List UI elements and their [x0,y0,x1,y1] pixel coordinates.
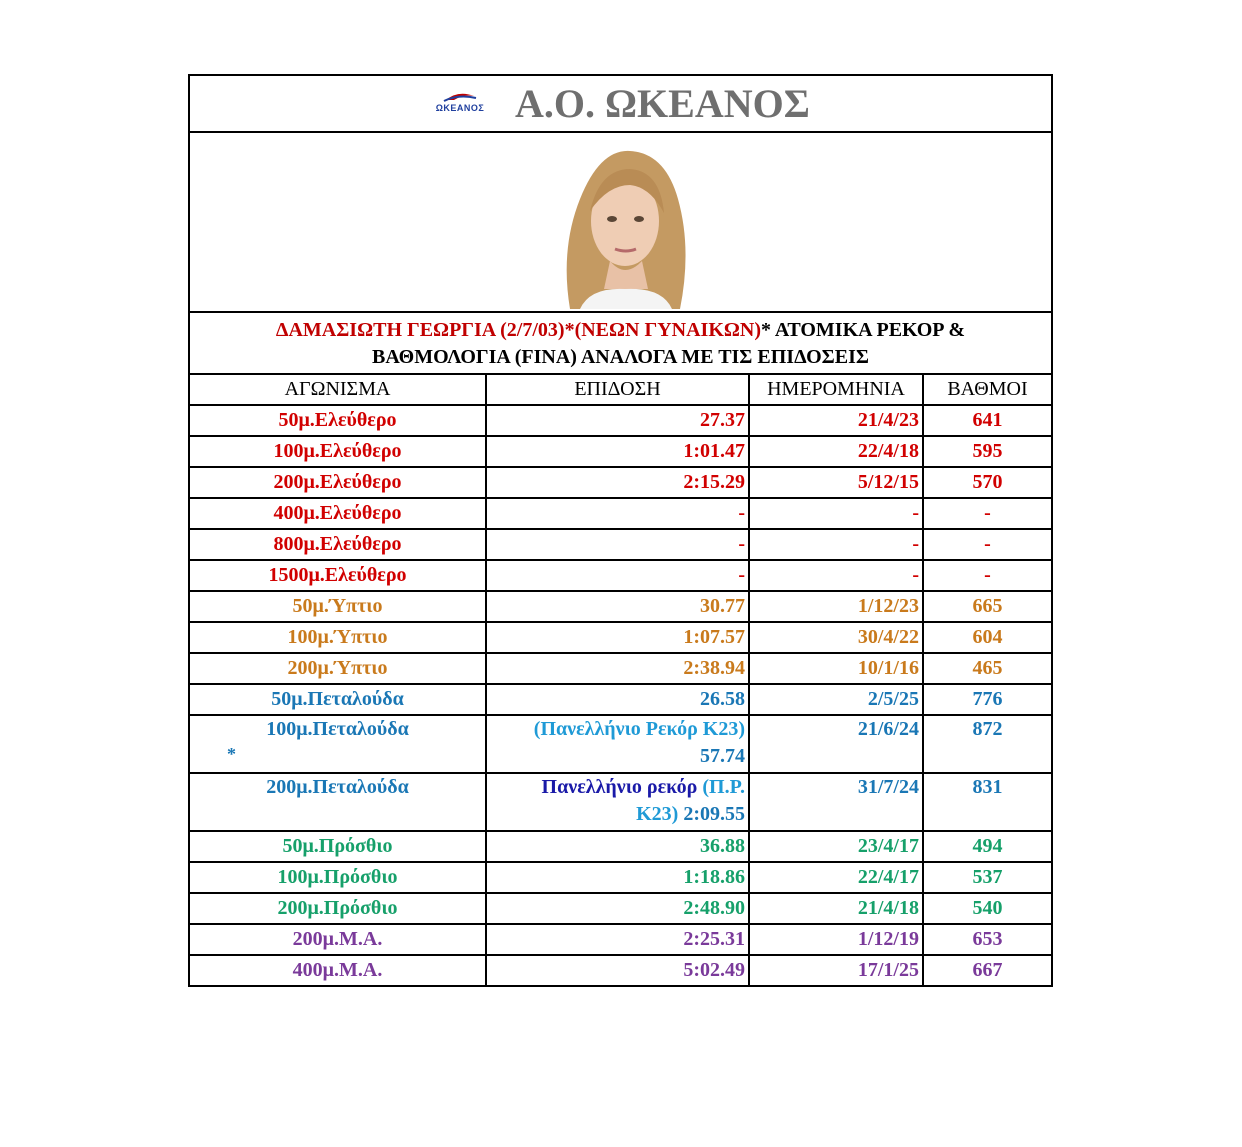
points-cell: 540 [923,893,1051,924]
table-row [190,622,1051,653]
date-cell: 31/7/24 [749,773,923,831]
event-cell: 200μ.Ύπτιο [190,653,486,684]
record-abbrev: (Π.Ρ. [702,776,745,798]
event-cell: 200μ.Πρόσθιο [190,893,486,924]
event-cell: 100μ.Ελεύθερο [190,436,486,467]
points-cell: 641 [923,405,1051,436]
table-row [190,955,1051,985]
performance-cell: 1:07.57 [486,622,749,653]
title-row [190,76,1051,133]
date-cell: - [749,560,923,591]
event-label: 100μ.Πεταλούδα [266,718,409,740]
points-cell: 604 [923,622,1051,653]
performance-cell: 2:38.94 [486,653,749,684]
points-cell: 776 [923,684,1051,715]
date-cell: - [749,498,923,529]
athlete-portrait [530,139,716,309]
event-cell: 200μ.Μ.Α. [190,924,486,955]
record-note: (Πανελλήνιο Ρεκόρ Κ23) [533,718,745,740]
event-cell: 100μ.Πρόσθιο [190,862,486,893]
performance-cell: - [486,560,749,591]
photo-row [190,133,1051,313]
table-row [190,715,1051,773]
record-note: Πανελλήνιο ρεκόρ [541,776,698,798]
performance-time: 2:09.55 [683,803,745,825]
points-cell: - [923,529,1051,560]
points-cell: 537 [923,862,1051,893]
table-row [190,591,1051,622]
points-cell: 465 [923,653,1051,684]
event-cell: 50μ.Πρόσθιο [190,831,486,862]
performance-cell: 1:18.86 [486,862,749,893]
record-category: Κ23) [636,803,679,825]
date-cell: 21/6/24 [749,715,923,773]
event-cell: 400μ.Μ.Α. [190,955,486,985]
table-row [190,560,1051,591]
table-row [190,773,1051,831]
points-cell: 667 [923,955,1051,985]
performance-cell: 26.58 [486,684,749,715]
performance-cell: 2:25.31 [486,924,749,955]
performance-cell: 2:15.29 [486,467,749,498]
points-cell: 570 [923,467,1051,498]
points-cell: 872 [923,715,1051,773]
athlete-name: ΔΑΜΑΣΙΩΤΗ ΓΕΩΡΓΙΑ (2/7/03)*(ΝΕΩΝ ΓΥΝΑΙΚΩΝ) [275,319,761,341]
records-table [190,375,1051,985]
table-row [190,862,1051,893]
date-cell: 1/12/19 [749,924,923,955]
col-points-header: ΒΑΘΜΟΙ [923,375,1051,405]
performance-cell: 27.37 [486,405,749,436]
points-cell: 665 [923,591,1051,622]
points-cell: 653 [923,924,1051,955]
col-performance-header: ΕΠΙΔΟΣΗ [486,375,749,405]
date-cell: 21/4/23 [749,405,923,436]
date-cell: 10/1/16 [749,653,923,684]
date-cell: - [749,529,923,560]
points-cell: 831 [923,773,1051,831]
caption-suffix: * ΑΤΟΜΙΚΑ ΡΕΚΟΡ & [761,319,966,341]
date-cell: 21/4/18 [749,893,923,924]
table-row [190,684,1051,715]
event-cell [190,715,486,773]
event-cell: 50μ.Ελεύθερο [190,405,486,436]
records-sheet [188,74,1053,987]
event-cell: 200μ.Ελεύθερο [190,467,486,498]
col-date-header: ΗΜΕΡΟΜΗΝΙΑ [749,375,923,405]
points-cell: 595 [923,436,1051,467]
caption-line-2: ΒΑΘΜΟΛΟΓΙΑ (FINA) ΑΝΑΛΟΓΑ ΜΕ ΤΙΣ ΕΠΙΔΟΣΕΙΣ [372,346,869,368]
table-row [190,436,1051,467]
date-cell: 30/4/22 [749,622,923,653]
logo-text: ΩΚΕΑΝΟΣ [435,103,485,113]
points-cell: - [923,498,1051,529]
table-row [190,924,1051,955]
club-logo [424,88,496,116]
table-header-row [190,375,1051,405]
athlete-caption [190,313,1051,375]
event-cell: 50μ.Ύπτιο [190,591,486,622]
table-row [190,529,1051,560]
event-cell: 100μ.Ύπτιο [190,622,486,653]
event-cell: 400μ.Ελεύθερο [190,498,486,529]
event-cell: 200μ.Πεταλούδα [190,773,486,831]
performance-cell: 36.88 [486,831,749,862]
date-cell: 5/12/15 [749,467,923,498]
performance-cell [486,773,749,831]
footnote-star: * [227,744,236,764]
performance-cell: - [486,498,749,529]
date-cell: 23/4/17 [749,831,923,862]
date-cell: 22/4/17 [749,862,923,893]
date-cell: 17/1/25 [749,955,923,985]
performance-cell: 30.77 [486,591,749,622]
club-title: Α.Ο. ΩΚΕΑΝΟΣ [515,81,810,126]
date-cell: 2/5/25 [749,684,923,715]
event-cell: 1500μ.Ελεύθερο [190,560,486,591]
performance-cell: - [486,529,749,560]
table-row [190,498,1051,529]
date-cell: 22/4/18 [749,436,923,467]
performance-cell: 1:01.47 [486,436,749,467]
performance-cell: 2:48.90 [486,893,749,924]
event-cell: 800μ.Ελεύθερο [190,529,486,560]
rows-group-1 [190,405,1051,715]
performance-cell [486,715,749,773]
date-cell: 1/12/23 [749,591,923,622]
points-cell: - [923,560,1051,591]
points-cell: 494 [923,831,1051,862]
col-event-header: ΑΓΩΝΙΣΜΑ [190,375,486,405]
table-row [190,405,1051,436]
table-row [190,831,1051,862]
rows-group-2 [190,831,1051,985]
table-row [190,653,1051,684]
performance-time: 57.74 [700,745,745,767]
table-row [190,893,1051,924]
performance-cell: 5:02.49 [486,955,749,985]
table-row [190,467,1051,498]
event-cell: 50μ.Πεταλούδα [190,684,486,715]
